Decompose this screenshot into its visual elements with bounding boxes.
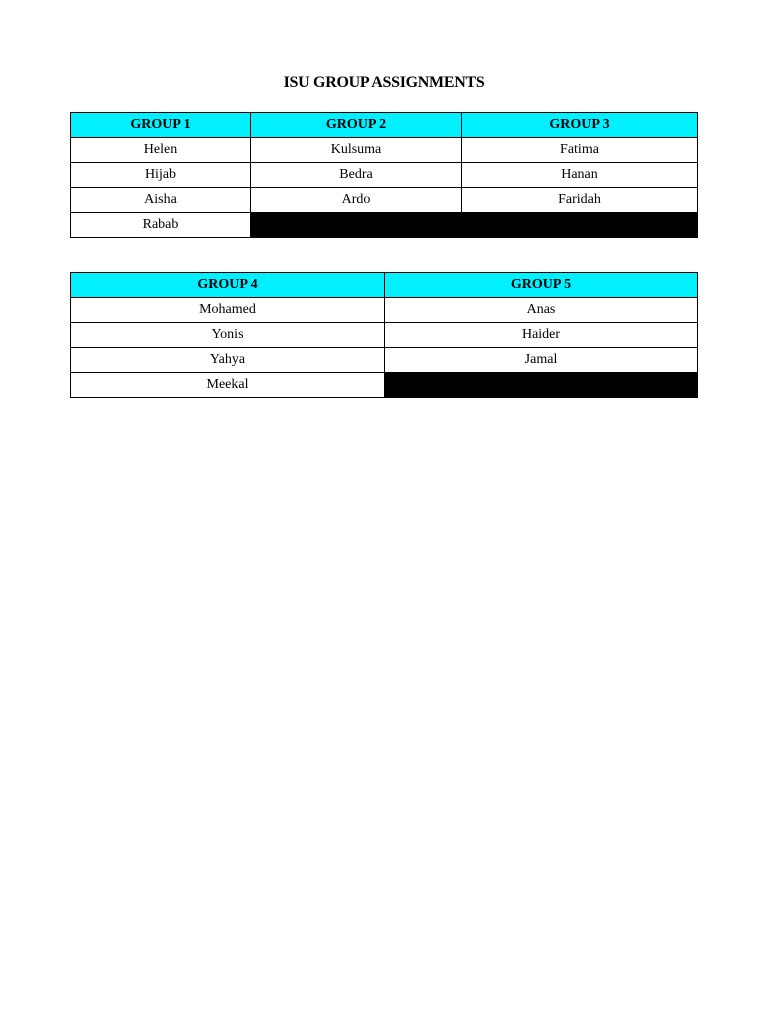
column-header-group-2: GROUP 2 <box>251 113 462 138</box>
group-table-2 <box>70 272 698 398</box>
table-cell: Yonis <box>71 323 385 348</box>
page-title: ISU GROUP ASSIGNMENTS <box>283 74 485 91</box>
table-cell: Aisha <box>71 188 251 213</box>
table-cell: Yahya <box>71 348 385 373</box>
table-cell: Hijab <box>71 163 251 188</box>
column-header-group-1: GROUP 1 <box>71 113 251 138</box>
table-cell: Jamal <box>385 348 698 373</box>
table-cell: Faridah <box>462 188 698 213</box>
column-header-group-5: GROUP 5 <box>385 273 698 298</box>
table-row <box>71 373 698 398</box>
table-cell: Mohamed <box>71 298 385 323</box>
table-cell: Kulsuma <box>251 138 462 163</box>
table-header-row <box>71 113 698 138</box>
table-row <box>71 348 698 373</box>
table-row <box>71 188 698 213</box>
column-header-group-4: GROUP 4 <box>71 273 385 298</box>
table-header-row <box>71 273 698 298</box>
table-row <box>71 213 698 238</box>
table-cell: Hanan <box>462 163 698 188</box>
table-cell: Helen <box>71 138 251 163</box>
group-table-1 <box>70 112 698 238</box>
table-row <box>71 323 698 348</box>
blacked-out-cell <box>251 213 698 238</box>
table-row <box>71 298 698 323</box>
table-row <box>71 163 698 188</box>
table-cell: Meekal <box>71 373 385 398</box>
table-cell: Bedra <box>251 163 462 188</box>
table-cell: Haider <box>385 323 698 348</box>
table-cell: Anas <box>385 298 698 323</box>
blacked-out-cell <box>385 373 698 398</box>
table-cell: Fatima <box>462 138 698 163</box>
table-row <box>71 138 698 163</box>
table-cell: Ardo <box>251 188 462 213</box>
column-header-group-3: GROUP 3 <box>462 113 698 138</box>
table-cell: Rabab <box>71 213 251 238</box>
